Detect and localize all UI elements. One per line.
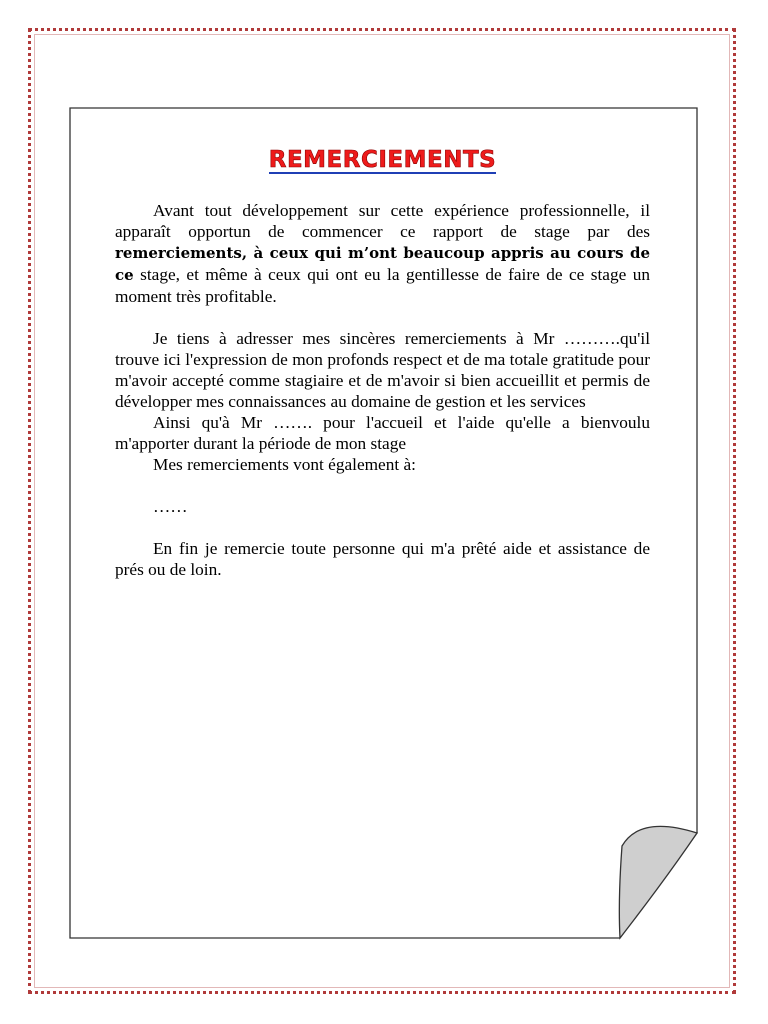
paragraph-closing: En fin je remercie toute personne qui m'a prêté aide et assistance de prés ou de loin. [115, 539, 650, 579]
paragraph-intro-bold: remerciements, à ceux qui m’ont beaucoup appris au cours de ce [115, 244, 650, 284]
page-title: REMERCIEMENTS [268, 147, 497, 173]
title-wrap [115, 147, 650, 174]
spacer [115, 517, 650, 538]
paragraph-thanks-second: Ainsi qu'à Mr ……. pour l'accueil et l'aide qu'elle a bienvoulu m'apporter durant la période de mon stage [115, 413, 650, 453]
paragraph-ellipsis: …… [153, 497, 188, 516]
document-body [115, 147, 650, 580]
paragraph-thanks-also: Mes remerciements vont également à: [153, 455, 416, 474]
paragraph-intro [115, 200, 650, 307]
paragraph-intro-end: stage, et même à ceux qui ont eu la gentillesse de faire de ce stage un moment très profitable. [115, 265, 650, 306]
spacer [115, 475, 650, 496]
paragraph-thanks-mr: Je tiens à adresser mes sincères remerciements à Mr ……….qu'il trouve ici l'expression de mon profonds respect et de ma totale gratitude pour m'avoir accepté comme stagiaire et de m'avoir si bien accueillit et permis de développer mes connaissances au domaine de gestion et les services [115, 329, 650, 411]
spacer [115, 307, 650, 328]
page-curl-icon [619, 826, 697, 938]
paragraph-intro-start: Avant tout développement sur cette expérience professionnelle, il apparaît opportun de commencer ce rapport de stage par des [115, 201, 650, 241]
